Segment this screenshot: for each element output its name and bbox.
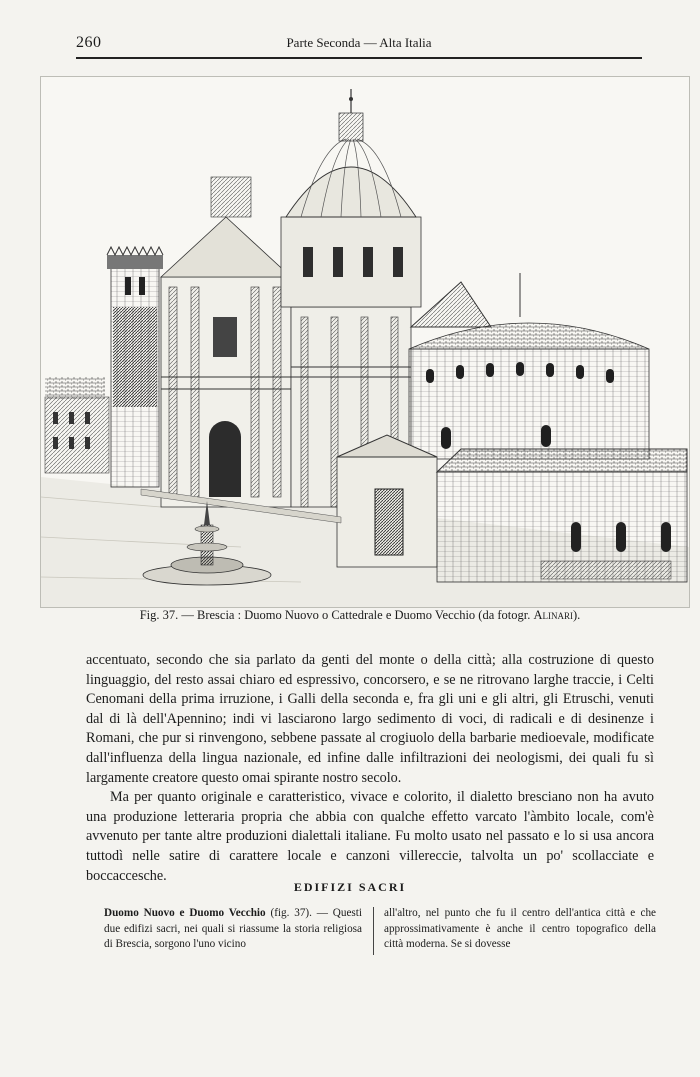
cathedral-illustration bbox=[41, 77, 689, 607]
left-column bbox=[104, 906, 362, 953]
caption-closing: ). bbox=[573, 608, 581, 622]
page-header bbox=[76, 34, 642, 56]
figure-engraving bbox=[40, 76, 690, 608]
body-text bbox=[86, 651, 654, 886]
figure-caption bbox=[80, 608, 640, 623]
column-divider bbox=[373, 907, 374, 955]
right-column bbox=[384, 906, 656, 953]
running-title: Parte Seconda — Alta Italia bbox=[286, 35, 432, 50]
section-heading: EDIFIZI SACRI bbox=[293, 880, 407, 894]
entry-title: Duomo Nuovo e Duomo Vecchio bbox=[104, 907, 266, 919]
header-rule bbox=[76, 57, 642, 59]
right-column-text: all'altro, nel punto che fu il centro dell'antica città e che approssimativamente è anche il centro topografico della città moderna. Se si dovesse bbox=[384, 907, 656, 950]
left-column-text: (fig. 37). — Questi due edifizi sacri, nei quali si riassume la storia religiosa di Brescia, sorgono l'uno vicino bbox=[104, 907, 362, 950]
paragraph-1: accentuato, secondo che sia parlato da genti del monte o della città; alla costruzione di questo linguaggio, del resto assai chiaro ed espressivo, concorsero, e se ne ritrovano larghe traccie, i Celti Cenomani della prima irruzione, i Galli della seconda e, fra gli uni e gli altri, gli Etruschi, venuti dal di là dell'Apennino; indi vi lasciarono largo sedimento di voci, di radicali e di desinenze i Romani, che pur si rinvengono, sebbene passate al crogiuolo della barbarie medioevale, modificate dall'influenza della lingua nazionale, ed infine dalle infiltrazioni dei neologismi, dei quali fu sì largamente creatore questo omai spirante nostro secolo. bbox=[86, 652, 654, 786]
page-number: 260 bbox=[76, 34, 102, 51]
caption-photo-credit: Alinari bbox=[533, 608, 574, 622]
caption-text: Fig. 37. — Brescia : Duomo Nuovo o Cattedrale e Duomo Vecchio (da fotogr. bbox=[139, 608, 534, 622]
paragraph-2: Ma per quanto originale e caratteristico, vivace e colorito, il dialetto bresciano non ha avuto una produzione letteraria propria che abbia con qualche effetto varcato l'àmbito locale, com'è avvenuto per tante altre produzioni dialettali italiane. Fu molto usato nel passato e lo si usa ancora tuttodì nelle satire di carattere locale e canzoni villereccie, talvolta un po' scollacciate e boccaccesche. bbox=[86, 789, 654, 884]
